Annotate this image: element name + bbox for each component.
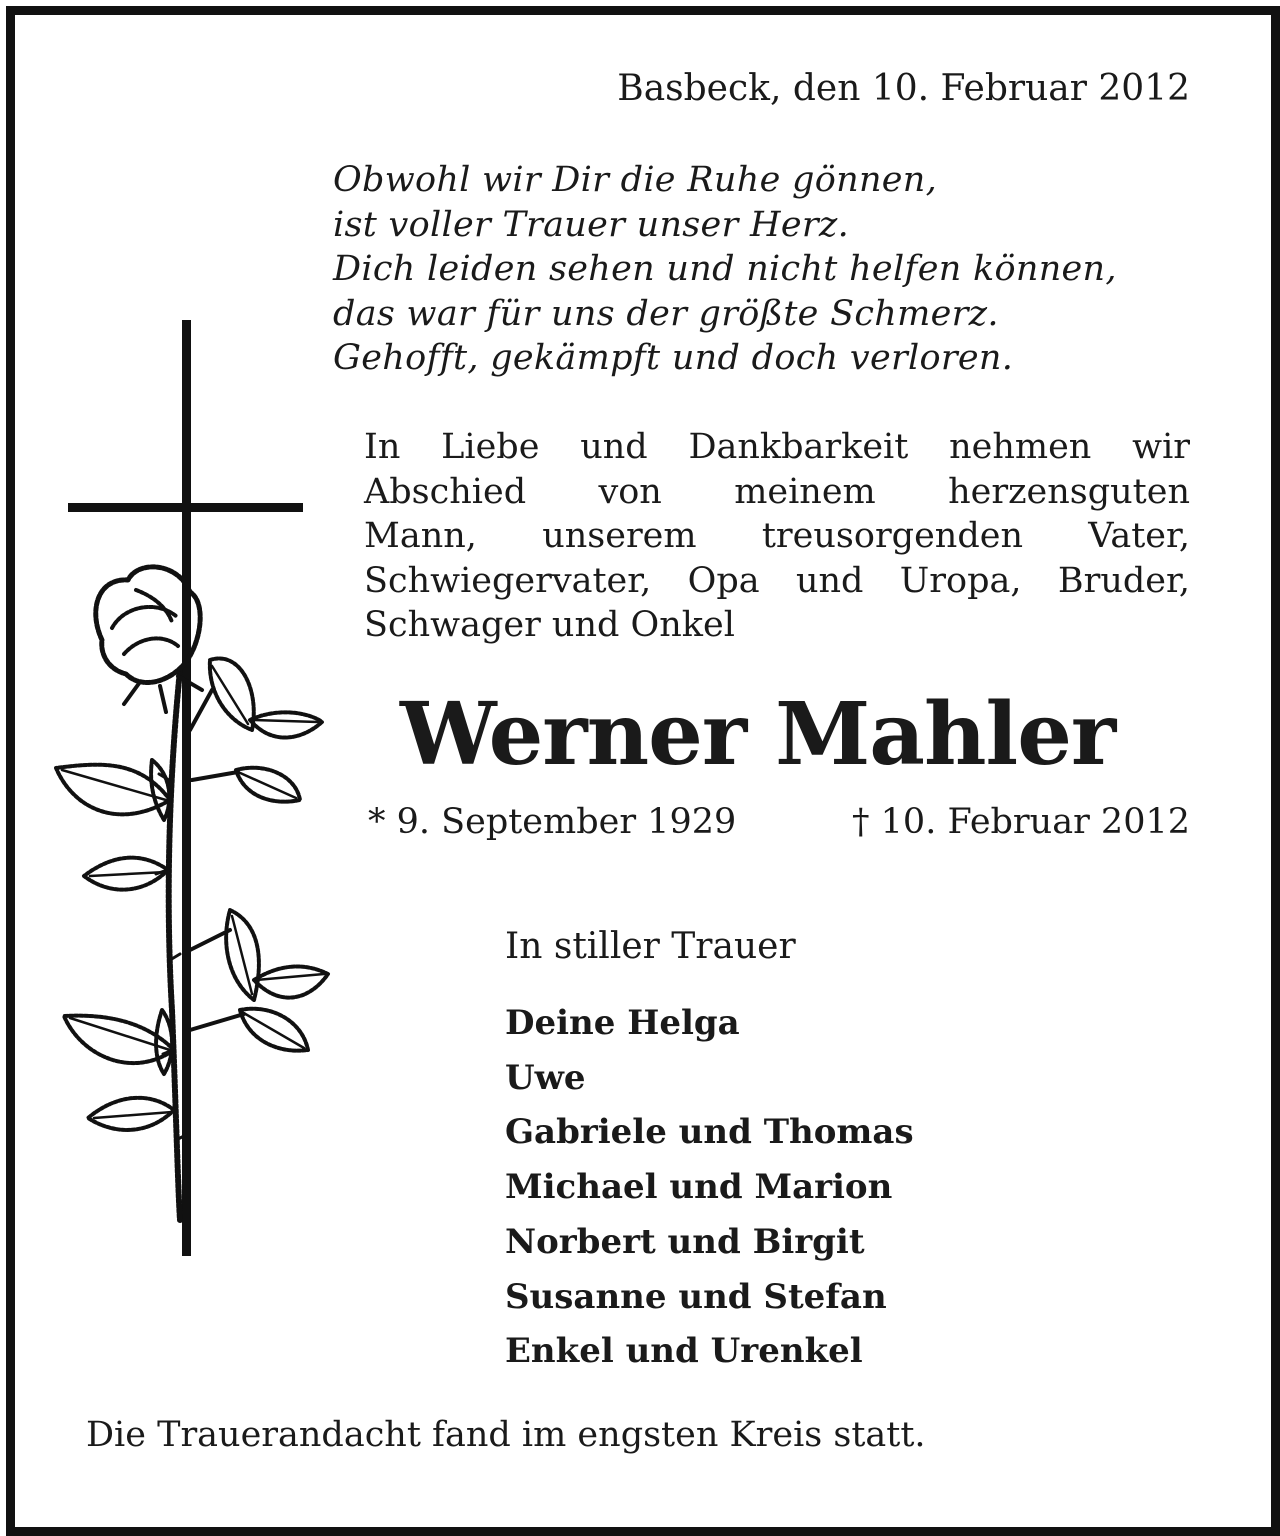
poem-line: Gehofft, gekämpft und doch verloren. xyxy=(333,338,1014,378)
cross-with-rose-icon xyxy=(40,310,340,1270)
mourner-name: Uwe xyxy=(505,1057,586,1098)
mourners-list xyxy=(505,996,914,1379)
intro-line: Schwiegervater, Opa und Uropa, Bruder, xyxy=(364,560,1190,601)
poem-line: Obwohl wir Dir die Ruhe gönnen, xyxy=(333,160,938,200)
intro-line: Abschied von meinem herzensguten xyxy=(364,471,1190,512)
mourner-name: Deine Helga xyxy=(505,1003,740,1043)
mourner-name: Gabriele und Thomas xyxy=(505,1112,914,1153)
cross-vertical-beam xyxy=(182,320,191,1256)
poem-line: ist voller Trauer unser Herz. xyxy=(333,204,850,245)
cross-horizontal-beam xyxy=(68,503,303,512)
mourner-name: Susanne und Stefan xyxy=(505,1276,887,1317)
mourner-name: Norbert und Birgit xyxy=(505,1221,865,1262)
deceased-name: Werner Mahler xyxy=(400,684,1116,785)
birth-date: * 9. September 1929 xyxy=(368,802,737,842)
mourner-name: Michael und Marion xyxy=(505,1167,893,1208)
poem-line: Dich leiden sehen und nicht helfen können, xyxy=(333,249,1117,289)
service-note: Die Trauerandacht fand im engsten Kreis statt. xyxy=(86,1415,926,1455)
poem-line: das war für uns der größte Schmerz. xyxy=(333,293,999,334)
place-date: Basbeck, den 10. Februar 2012 xyxy=(617,68,1190,109)
mourning-heading: In stiller Trauer xyxy=(505,926,796,967)
intro-line: Mann, unserem treusorgenden Vater, xyxy=(364,516,1190,556)
intro-line: Schwager und Onkel xyxy=(364,605,735,645)
poem xyxy=(333,158,1117,381)
intro-line: In Liebe und Dankbarkeit nehmen wir xyxy=(364,427,1190,467)
mourner-name: Enkel und Urenkel xyxy=(505,1331,863,1372)
death-date: † 10. Februar 2012 xyxy=(852,802,1190,842)
intro-text xyxy=(364,425,1190,648)
